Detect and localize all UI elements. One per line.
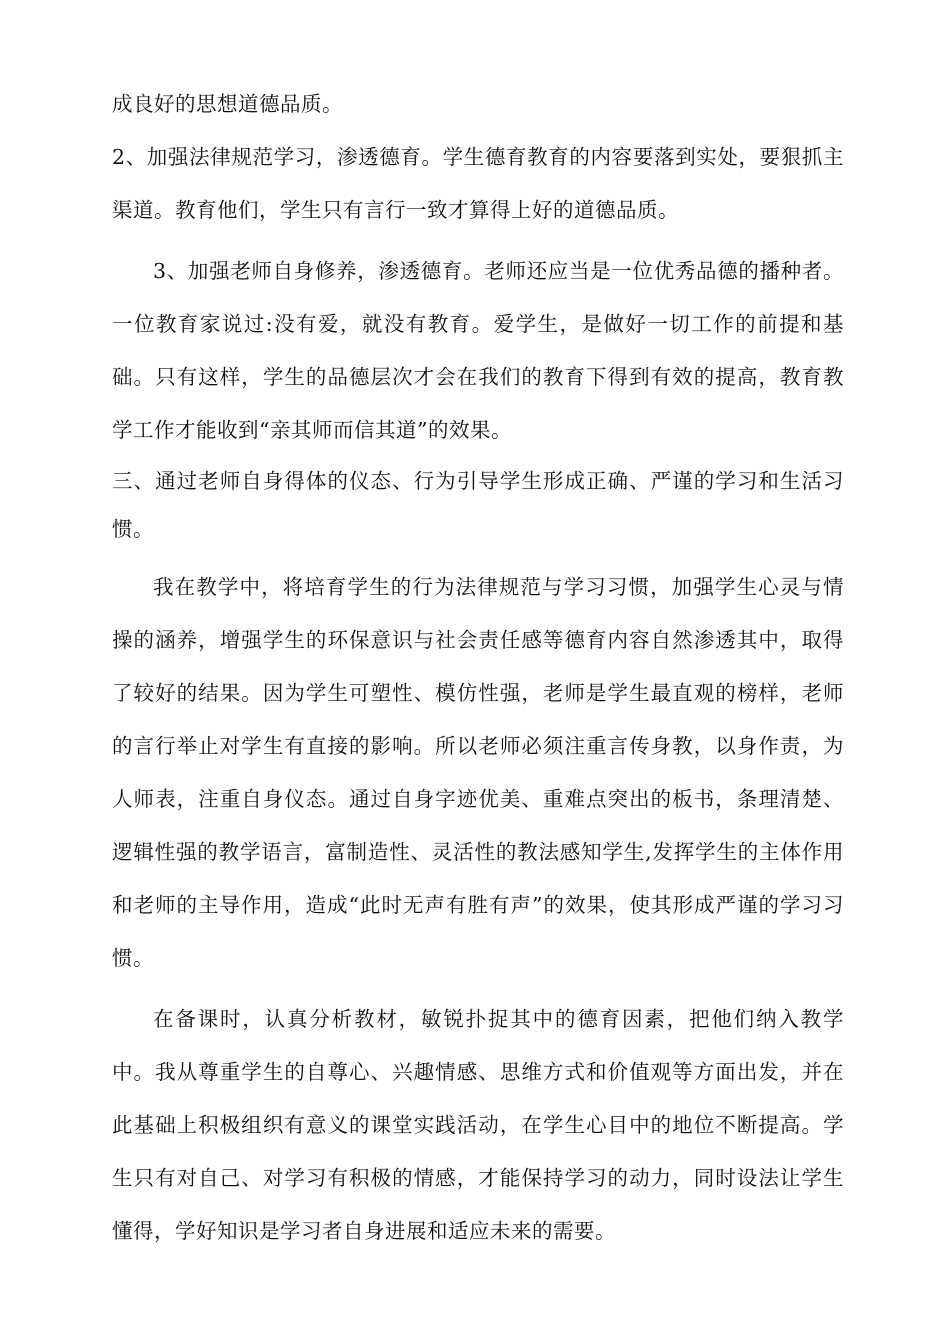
paragraph-lesson-prep: 在备课时，认真分析教材，敏锐扑捉其中的德育因素，把他们纳入教学中。我从尊重学生的自尊心、兴趣情感、思维方式和价值观等方面出发，并在此基础上积极组织有意义的课堂实践活动，在学生心目中的地位不断提高。学生只有对自己、对学习有积极的情感，才能保持学习的动力，同时设法让学生懂得，学好知识是学习者自身进展和适应未来的需要。 <box>112 1007 844 1243</box>
paragraph-item-3: 3、加强老师自身修养，渗透德育。老师还应当是一位优秀品德的播种者。一位教育家说过:没有爱，就没有教育。爱学生，是做好一切工作的前提和基础。只有这样，学生的品德层次才会在我们的教育下得到有效的提高，教育教学工作才能收到“亲其师而信其道”的效果。 <box>112 259 844 442</box>
paragraph-continuation: 成良好的思想道德品质。 <box>112 92 343 116</box>
section-heading-3: 三、通过老师自身得体的仪态、行为引导学生形成正确、严谨的学习和生活习惯。 <box>112 469 844 541</box>
paragraph-teaching: 我在教学中，将培育学生的行为法律规范与学习习惯，加强学生心灵与情操的涵养，增强学生的环保意识与社会责任感等德育内容自然渗透其中，取得了较好的结果。因为学生可塑性、模仿性强，老师是学生最直观的榜样，老师的言行举止对学生有直接的影响。所以老师必须注重言传身教，以身作责，为人师表，注重自身仪态。通过自身字迹优美、重难点突出的板书，条理清楚、逻辑性强的教学语言，富制造性、灵活性的教法感知学生,发挥学生的主体作用和老师的主导作用，造成“此时无声有胜有声”的效果，使其形成严谨的学习习惯。 <box>112 575 844 970</box>
paragraph-item-2: 2、加强法律规范学习，渗透德育。学生德育教育的内容要落到实处，要狠抓主渠道。教育他们，学生只有言行一致才算得上好的道德品质。 <box>112 145 844 222</box>
document-body <box>112 78 844 1258</box>
